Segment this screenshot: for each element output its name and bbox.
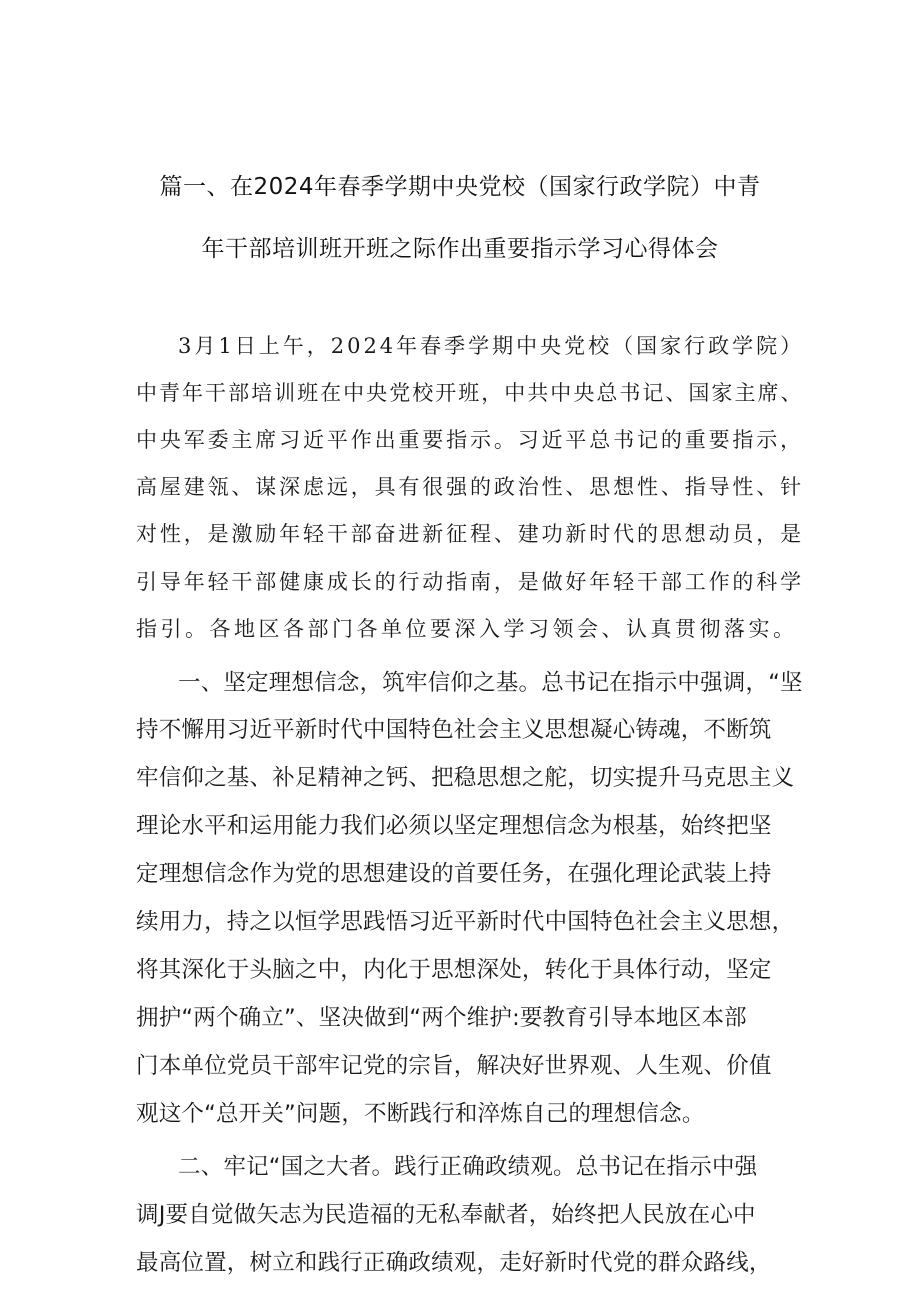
paragraph-line: 一、坚定理想信念，筑牢信仰之基。总书记在指示中强调，“坚 <box>178 670 803 696</box>
paragraph-line: 将其深化于头脑之中，内化于思想深处，转化于具体行动，坚定 <box>136 957 772 983</box>
paragraph-line: 3月1日上午，2024年春季学期中央党校（国家行政学院） <box>178 334 805 358</box>
paragraph-line: 最高位置，树立和践行正确政绩观，走好新时代党的群众路线， <box>136 1250 772 1276</box>
paragraph-line: 续用力，持之以恒学思践悟习近平新时代中国特色社会主义思想， <box>136 909 795 935</box>
paragraph-line: 对性，是激励年轻干部奋进新征程、建功新时代的思想动员，是 <box>136 522 804 546</box>
paragraph-line: 引导年轻干部健康成长的行动指南，是做好年轻干部工作的科学 <box>136 570 804 594</box>
paragraph-line: 牢信仰之基、补足精神之钙、把稳思想之舵，切实提升马克思主义 <box>136 765 795 791</box>
paragraph-line: 调J要自觉做矢志为民造福的无私奉献者，始终把人民放在心中 <box>136 1202 756 1228</box>
paragraph-line: 拥护“两个确立”、坚决做到“两个维护:要教育引导本地区本部 <box>136 1005 747 1031</box>
paragraph-line: 理论水平和运用能力我们必须以坚定理想信念为根基，始终把坚 <box>136 813 772 839</box>
paragraph-line: 定理想信念作为党的思想建设的首要任务，在强化理论武装上持 <box>136 861 772 887</box>
document-title-line-1: 篇一、在2024年春季学期中央党校（国家行政学院）中青 <box>159 174 761 200</box>
paragraph-line: 观这个“总开关”问题，不断践行和淬炼自己的理想信念。 <box>136 1101 705 1127</box>
paragraph-line: 门本单位党员干部牢记党的宗旨，解决好世界观、人生观、价值 <box>136 1053 772 1079</box>
paragraph-line: 指引。各地区各部门各单位要深入学习领会、认真贯彻落实。 <box>136 617 798 641</box>
paragraph-line: 二、牢记“国之大者。践行正确政绩观。总书记在指示中强 <box>178 1154 758 1180</box>
paragraph-line: 中央军委主席习近平作出重要指示。习近平总书记的重要指示， <box>136 428 804 452</box>
paragraph-line: 持不懈用习近平新时代中国特色社会主义思想凝心铸魂，不断筑 <box>136 717 772 743</box>
document-title-line-2: 年干部培训班开班之际作出重要指示学习心得体会 <box>201 236 719 262</box>
paragraph-line: 中青年干部培训班在中央党校开班，中共中央总书记、国家主席、 <box>136 381 804 405</box>
paragraph-line: 高屋建瓴、谋深虑远，具有很强的政治性、思想性、指导性、针 <box>136 475 804 499</box>
